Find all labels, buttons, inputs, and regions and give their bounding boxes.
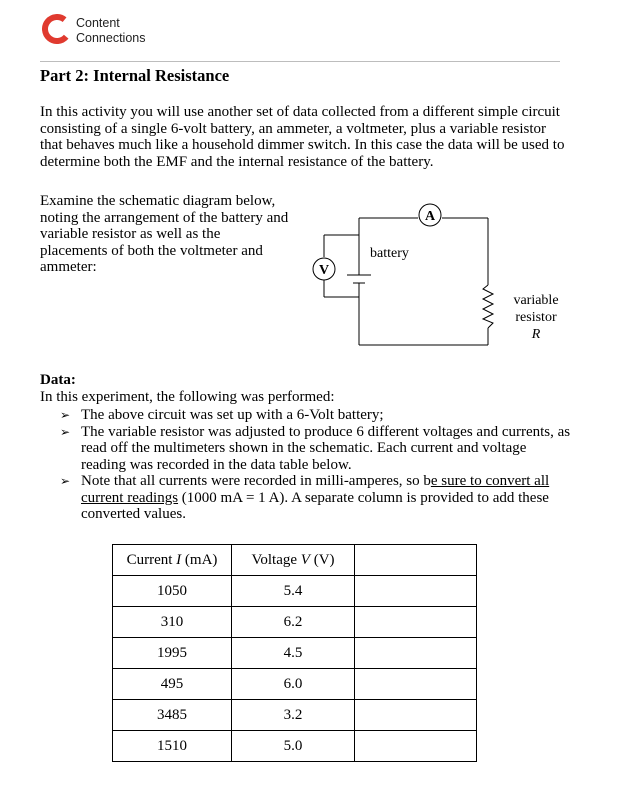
table-row — [113, 700, 477, 731]
converted-cell[interactable] — [355, 669, 477, 700]
battery-label: battery — [370, 246, 409, 261]
circuit-schematic — [300, 195, 580, 355]
procedure-item-text-c: (1000 mA = 1 A). A separate column is provided to add these converted values. — [81, 489, 549, 522]
data-heading: Data: — [40, 372, 76, 388]
content-connections-logo — [42, 14, 202, 50]
converted-cell[interactable] — [355, 731, 477, 762]
procedure-item — [60, 473, 575, 523]
procedure-list — [60, 407, 575, 523]
voltage-cell: 3.2 — [232, 700, 355, 731]
header-converted[interactable] — [355, 545, 477, 576]
logo-line-1: Content — [76, 16, 120, 30]
procedure-item-text: The above circuit was set up with a 6-Volt battery; — [81, 407, 384, 423]
table-row — [113, 669, 477, 700]
data-intro: In this experiment, the following was performed: — [40, 389, 335, 405]
procedure-item-text: The variable resistor was adjusted to produce 6 different voltages and currents, as read off the multimeters shown in the schematic. Each current and voltage reading was recorded in the data table below. — [81, 423, 571, 473]
current-cell: 3485 — [113, 700, 232, 731]
voltage-cell: 5.0 — [232, 731, 355, 762]
arrow-bullet-icon: ➢ — [60, 424, 71, 439]
voltage-cell: 4.5 — [232, 638, 355, 669]
table-row — [113, 607, 477, 638]
current-cell: 1995 — [113, 638, 232, 669]
intro-paragraph: In this activity you will use another set of data collected from a different simple circuit consisting of a single 6-volt battery, an ammeter, a voltmeter, plus a variable resistor that behaves much like a household dimmer switch. In this case the data will be used to determine both the EMF and the internal resistance of the battery. — [40, 104, 565, 170]
procedure-item — [60, 424, 575, 474]
voltage-cell: 6.2 — [232, 607, 355, 638]
header-current: Current I (mA) — [113, 545, 232, 576]
page-title: Part 2: Internal Resistance — [40, 66, 230, 85]
data-table — [112, 544, 477, 762]
table-row — [113, 638, 477, 669]
voltage-cell: 6.0 — [232, 669, 355, 700]
header-voltage: Voltage V (V) — [232, 545, 355, 576]
converted-cell[interactable] — [355, 638, 477, 669]
arrow-bullet-icon: ➢ — [60, 408, 71, 422]
arrow-bullet-icon: ➢ — [60, 474, 71, 488]
procedure-item — [60, 407, 575, 424]
converted-cell[interactable] — [355, 700, 477, 731]
procedure-item-text-a: Note that all currents were recorded in milli-amperes, so b — [81, 473, 431, 489]
resistor-symbol-label: R — [531, 327, 541, 342]
logo-text — [76, 16, 146, 45]
logo-line-2: Connections — [76, 30, 146, 45]
converted-cell[interactable] — [355, 576, 477, 607]
table-row — [113, 731, 477, 762]
examine-paragraph: Examine the schematic diagram below, noting the arrangement of the battery and variable resistor as well as the placements of both the voltmeter and ammeter: — [40, 193, 289, 275]
ammeter-label: A — [424, 209, 436, 224]
current-cell: 1510 — [113, 731, 232, 762]
logo-c-icon — [42, 14, 72, 44]
current-cell: 310 — [113, 607, 232, 638]
header-divider — [40, 61, 560, 62]
resistor-label-line2: resistor — [515, 310, 557, 325]
resistor-label-line1: variable — [513, 293, 559, 308]
current-cell: 495 — [113, 669, 232, 700]
table-row — [113, 576, 477, 607]
voltmeter-label: V — [318, 263, 330, 278]
converted-cell[interactable] — [355, 607, 477, 638]
procedure-item-emphasis: e sure to convert all current readings — [81, 473, 550, 506]
current-cell: 1050 — [113, 576, 232, 607]
voltage-cell: 5.4 — [232, 576, 355, 607]
table-header-row — [113, 545, 477, 576]
variable-resistor-symbol — [483, 285, 493, 328]
